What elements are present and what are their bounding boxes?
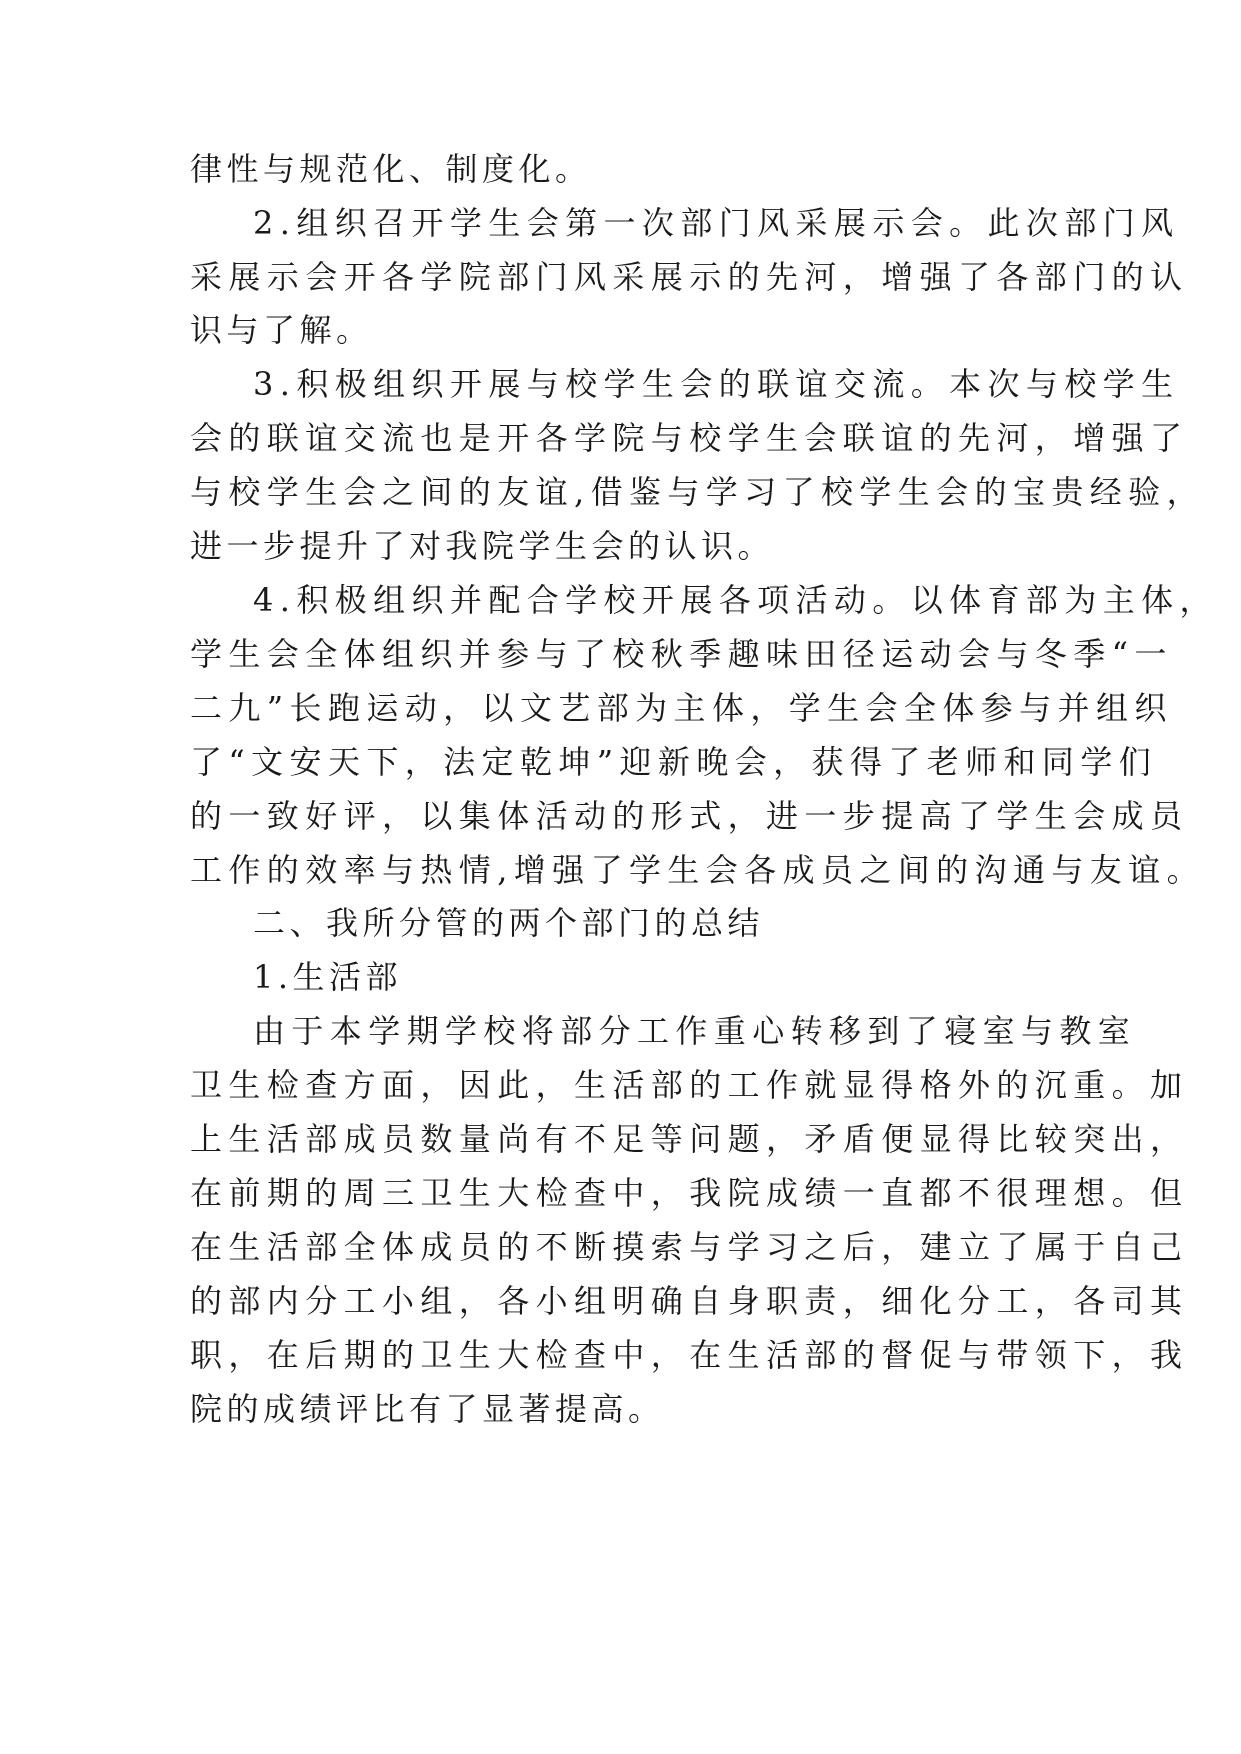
section-heading: 二、我所分管的两个部门的总结 <box>253 904 765 942</box>
text-line: 工作的效率与热情,增强了学生会各成员之间的沟通与友谊。 <box>190 851 1205 889</box>
text-line: 的部内分工小组，各小组明确自身职责，细化分工，各司其 <box>190 1282 1189 1320</box>
text-line: 卫生检查方面，因此，生活部的工作就显得格外的沉重。加 <box>190 1066 1189 1104</box>
subsection-heading: 1.生活部 <box>253 958 403 996</box>
text-line: 二九”长跑运动，以文艺部为主体，学生会全体参与并组织 <box>190 689 1173 727</box>
text-line: 采展示会开各学院部门风采展示的先河，增强了各部门的认 <box>190 258 1189 296</box>
text-line: 进一步提升了对我院学生会的认识。 <box>190 527 775 565</box>
text-line: 了“文安天下，法定乾坤”迎新晚会，获得了老师和同学们 <box>190 743 1158 781</box>
paragraph-line: 由于本学期学校将部分工作重心转移到了寝室与教室 <box>253 1012 1137 1050</box>
text-line: 会的联谊交流也是开各学院与校学生会联谊的先河，增强了 <box>190 419 1189 457</box>
paragraph-line: 4.积极组织并配合学校开展各项活动。以体育部为主体， <box>253 581 1218 619</box>
text-line: 识与了解。 <box>190 311 373 349</box>
paragraph-line: 2.组织召开学生会第一次部门风采展示会。此次部门风 <box>253 204 1180 242</box>
text-line: 学生会全体组织并参与了校秋季趣味田径运动会与冬季“一 <box>190 635 1173 673</box>
paragraph-line: 3.积极组织开展与校学生会的联谊交流。本次与校学生 <box>253 365 1180 403</box>
text-line: 职，在后期的卫生大检查中，在生活部的督促与带领下，我 <box>190 1336 1189 1374</box>
text-line: 上生活部成员数量尚有不足等问题，矛盾便显得比较突出， <box>190 1120 1189 1158</box>
text-line: 与校学生会之间的友谊,借鉴与学习了校学生会的宝贵经验， <box>190 473 1205 511</box>
text-line: 在生活部全体成员的不断摸索与学习之后，建立了属于自己 <box>190 1228 1189 1266</box>
text-line: 的一致好评，以集体活动的形式，进一步提高了学生会成员 <box>190 797 1189 835</box>
text-line: 在前期的周三卫生大检查中，我院成绩一直都不很理想。但 <box>190 1174 1189 1212</box>
text-line: 律性与规范化、制度化。 <box>190 150 592 188</box>
text-line: 院的成绩评比有了显著提高。 <box>190 1390 665 1428</box>
